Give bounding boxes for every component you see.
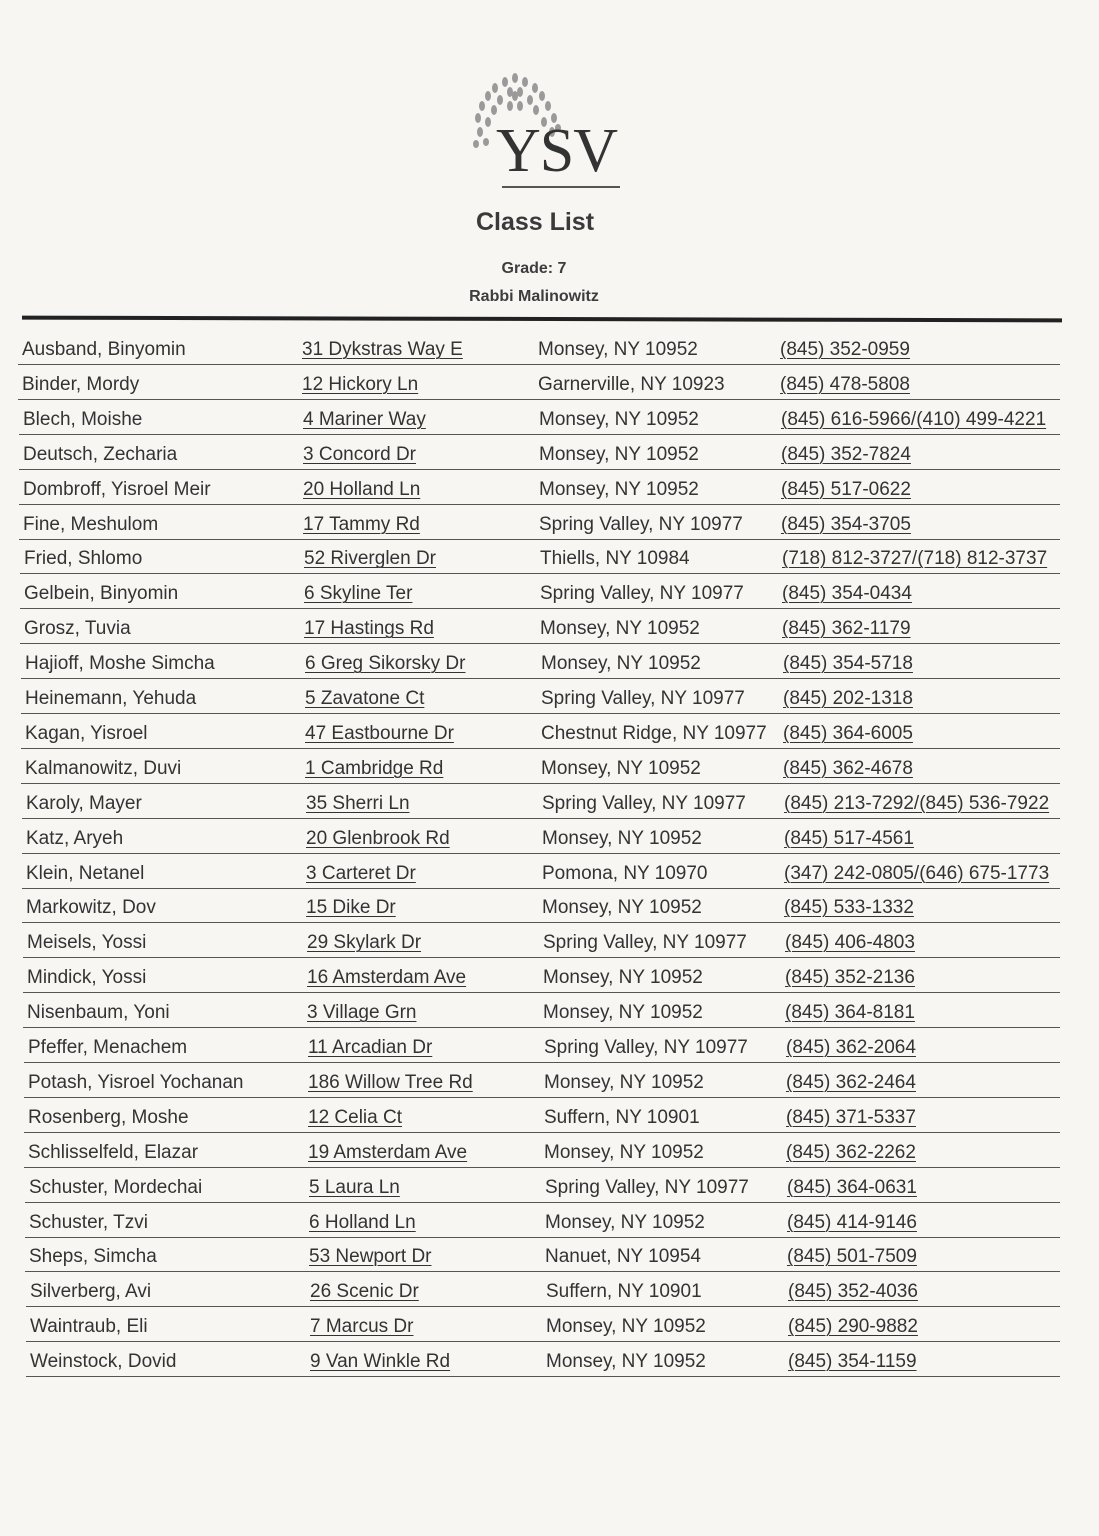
student-address: 6 Greg Sikorsky Dr bbox=[305, 653, 466, 675]
logo-text: YSV bbox=[496, 117, 618, 185]
student-city: Spring Valley, NY 10977 bbox=[540, 583, 744, 605]
table-row bbox=[19, 400, 1060, 435]
student-phone: (718) 812-3727/(718) 812-3737 bbox=[782, 548, 1048, 570]
student-phone: (845) 354-1159 bbox=[788, 1351, 917, 1373]
student-phone: (845) 533-1332 bbox=[784, 897, 914, 919]
student-phone: (845) 364-0631 bbox=[787, 1176, 917, 1198]
table-row bbox=[22, 854, 1060, 889]
student-phone: (845) 352-0959 bbox=[780, 339, 910, 360]
student-address: 1 Cambridge Rd bbox=[305, 757, 444, 779]
student-address: 15 Dike Dr bbox=[306, 897, 396, 919]
student-name: Deutsch, Zecharia bbox=[23, 443, 178, 465]
student-city: Monsey, NY 10952 bbox=[546, 1351, 706, 1373]
student-address: 35 Sherri Ln bbox=[306, 792, 410, 814]
student-address: 6 Skyline Ter bbox=[304, 583, 413, 605]
student-phone: (845) 406-4803 bbox=[785, 932, 915, 954]
student-city: Monsey, NY 10952 bbox=[539, 408, 699, 430]
student-name: Fine, Meshulom bbox=[23, 513, 159, 535]
student-name: Karoly, Mayer bbox=[26, 792, 142, 814]
student-name: Mindick, Yossi bbox=[27, 967, 147, 989]
student-city: Monsey, NY 10952 bbox=[543, 967, 703, 989]
student-city: Monsey, NY 10952 bbox=[545, 1211, 705, 1233]
student-address: 31 Dykstras Way E bbox=[302, 339, 463, 360]
student-name: Hajioff, Moshe Simcha bbox=[25, 653, 215, 675]
student-address: 12 Celia Ct bbox=[308, 1106, 402, 1128]
grade-label: Grade: 7 bbox=[501, 260, 567, 277]
table-row bbox=[22, 888, 1060, 923]
student-city: Spring Valley, NY 10977 bbox=[539, 513, 743, 535]
student-address: 11 Arcadian Dr bbox=[308, 1037, 433, 1058]
table-row bbox=[19, 505, 1060, 540]
student-city: Nanuet, NY 10954 bbox=[545, 1246, 701, 1268]
student-address: 26 Scenic Dr bbox=[310, 1281, 419, 1303]
student-name: Schuster, Tzvi bbox=[29, 1211, 148, 1233]
student-phone: (845) 362-2464 bbox=[786, 1071, 916, 1093]
student-phone: (845) 517-4561 bbox=[784, 827, 914, 849]
student-address: 186 Willow Tree Rd bbox=[308, 1071, 473, 1093]
student-city: Monsey, NY 10952 bbox=[541, 757, 701, 779]
student-address: 6 Holland Ln bbox=[309, 1211, 416, 1233]
table-row bbox=[21, 714, 1060, 749]
table-row bbox=[20, 539, 1060, 574]
ysv-logo bbox=[440, 66, 630, 196]
student-name: Rosenberg, Moshe bbox=[28, 1106, 189, 1128]
table-row bbox=[23, 923, 1060, 958]
table-row bbox=[23, 993, 1060, 1028]
student-city: Monsey, NY 10952 bbox=[541, 653, 701, 675]
table-row bbox=[25, 1237, 1060, 1272]
student-name: Schlisselfeld, Elazar bbox=[28, 1141, 199, 1163]
table-row bbox=[25, 1203, 1060, 1238]
student-name: Kalmanowitz, Duvi bbox=[25, 757, 182, 779]
student-phone: (845) 354-3705 bbox=[781, 513, 911, 535]
student-city: Monsey, NY 10952 bbox=[539, 478, 699, 500]
student-name: Waintraub, Eli bbox=[30, 1316, 148, 1338]
student-phone: (845) 202-1318 bbox=[783, 688, 913, 709]
student-address: 17 Tammy Rd bbox=[303, 513, 420, 535]
page-title: Class List bbox=[475, 208, 595, 236]
student-name: Gelbein, Binyomin bbox=[24, 583, 179, 605]
student-address: 52 Riverglen Dr bbox=[304, 548, 436, 570]
student-name: Pfeffer, Menachem bbox=[28, 1037, 188, 1058]
table-row bbox=[24, 1098, 1060, 1133]
table-row bbox=[19, 470, 1060, 505]
student-phone: (845) 290-9882 bbox=[788, 1316, 918, 1338]
table-row bbox=[20, 574, 1060, 609]
student-name: Sheps, Simcha bbox=[29, 1246, 157, 1268]
student-city: Monsey, NY 10952 bbox=[542, 827, 702, 849]
student-address: 3 Concord Dr bbox=[303, 443, 416, 465]
student-city: Monsey, NY 10952 bbox=[542, 897, 702, 919]
student-city: Suffern, NY 10901 bbox=[544, 1106, 700, 1128]
table-row bbox=[24, 1063, 1060, 1098]
student-name: Ausband, Binyomin bbox=[22, 339, 186, 360]
student-address: 20 Glenbrook Rd bbox=[306, 827, 450, 849]
table-row bbox=[24, 1028, 1060, 1063]
student-city: Monsey, NY 10952 bbox=[539, 443, 699, 465]
table-row bbox=[21, 679, 1060, 714]
student-name: Fried, Shlomo bbox=[24, 548, 143, 570]
header-divider bbox=[22, 316, 1062, 323]
student-phone: (845) 352-4036 bbox=[788, 1281, 918, 1303]
teacher-label: Rabbi Malinowitz bbox=[469, 288, 599, 305]
student-address: 47 Eastbourne Dr bbox=[305, 722, 454, 744]
student-phone: (845) 362-2064 bbox=[786, 1037, 916, 1058]
student-address: 7 Marcus Dr bbox=[310, 1316, 414, 1338]
student-name: Nisenbaum, Yoni bbox=[27, 1002, 170, 1024]
table-row bbox=[21, 749, 1060, 784]
table-row bbox=[19, 435, 1060, 470]
student-address: 20 Holland Ln bbox=[303, 478, 421, 500]
student-name: Schuster, Mordechai bbox=[29, 1176, 203, 1198]
student-city: Chestnut Ridge, NY 10977 bbox=[541, 722, 767, 744]
student-address: 12 Hickory Ln bbox=[302, 373, 419, 395]
student-phone: (845) 616-5966/(410) 499-4221 bbox=[781, 408, 1047, 430]
table-row bbox=[22, 784, 1060, 819]
table-row bbox=[26, 1272, 1060, 1307]
student-name: Weinstock, Dovid bbox=[30, 1351, 177, 1373]
student-phone: (845) 517-0622 bbox=[781, 478, 911, 500]
table-row bbox=[26, 1307, 1060, 1342]
student-name: Silverberg, Avi bbox=[30, 1281, 152, 1303]
student-city: Monsey, NY 10952 bbox=[546, 1316, 706, 1338]
table-row bbox=[23, 958, 1060, 993]
table-row bbox=[20, 609, 1060, 644]
student-city: Monsey, NY 10952 bbox=[538, 339, 698, 360]
student-name: Heinemann, Yehuda bbox=[25, 688, 197, 709]
table-row bbox=[18, 365, 1060, 400]
student-address: 29 Skylark Dr bbox=[307, 932, 422, 954]
student-phone: (845) 414-9146 bbox=[787, 1211, 917, 1233]
student-address: 3 Village Grn bbox=[307, 1002, 417, 1024]
table-row bbox=[18, 330, 1060, 365]
student-city: Pomona, NY 10970 bbox=[542, 862, 708, 884]
student-city: Suffern, NY 10901 bbox=[546, 1281, 702, 1303]
student-name: Dombroff, Yisroel Meir bbox=[23, 478, 211, 500]
student-phone: (845) 364-8181 bbox=[785, 1002, 915, 1024]
student-name: Meisels, Yossi bbox=[27, 932, 147, 954]
student-city: Spring Valley, NY 10977 bbox=[543, 932, 747, 954]
student-phone: (845) 352-2136 bbox=[785, 967, 915, 989]
student-address: 16 Amsterdam Ave bbox=[307, 967, 467, 989]
student-phone: (845) 478-5808 bbox=[780, 373, 910, 395]
student-phone: (845) 364-6005 bbox=[783, 722, 913, 744]
student-name: Kagan, Yisroel bbox=[25, 722, 148, 744]
student-address: 3 Carteret Dr bbox=[306, 862, 416, 884]
student-phone: (845) 362-4678 bbox=[783, 757, 913, 779]
student-name: Blech, Moishe bbox=[23, 408, 143, 430]
student-name: Markowitz, Dov bbox=[26, 897, 156, 919]
student-city: Spring Valley, NY 10977 bbox=[542, 792, 746, 814]
student-phone: (845) 362-2262 bbox=[786, 1141, 916, 1163]
student-name: Binder, Mordy bbox=[22, 373, 140, 395]
student-address: 5 Laura Ln bbox=[309, 1176, 400, 1198]
student-city: Thiells, NY 10984 bbox=[540, 548, 690, 570]
student-address: 5 Zavatone Ct bbox=[305, 688, 425, 709]
table-row bbox=[22, 819, 1060, 854]
student-city: Garnerville, NY 10923 bbox=[538, 373, 725, 395]
student-phone: (845) 362-1179 bbox=[782, 618, 911, 640]
logo-underline bbox=[502, 186, 620, 188]
student-address: 53 Newport Dr bbox=[309, 1246, 432, 1268]
student-city: Spring Valley, NY 10977 bbox=[545, 1176, 749, 1198]
student-name: Klein, Netanel bbox=[26, 862, 145, 884]
student-phone: (845) 352-7824 bbox=[781, 443, 911, 465]
student-phone: (845) 501-7509 bbox=[787, 1246, 917, 1268]
table-row bbox=[26, 1342, 1060, 1377]
student-address: 19 Amsterdam Ave bbox=[308, 1141, 468, 1163]
student-city: Spring Valley, NY 10977 bbox=[541, 688, 745, 709]
student-phone: (845) 354-5718 bbox=[783, 653, 913, 675]
student-name: Potash, Yisroel Yochanan bbox=[28, 1071, 244, 1093]
student-name: Grosz, Tuvia bbox=[24, 618, 131, 640]
student-phone: (845) 213-7292/(845) 536-7922 bbox=[784, 792, 1050, 814]
student-city: Monsey, NY 10952 bbox=[544, 1071, 704, 1093]
table-row bbox=[25, 1168, 1060, 1203]
student-phone: (845) 371-5337 bbox=[786, 1106, 916, 1128]
table-row bbox=[21, 644, 1060, 679]
table-row bbox=[24, 1133, 1060, 1168]
student-address: 17 Hastings Rd bbox=[304, 618, 434, 640]
student-city: Spring Valley, NY 10977 bbox=[544, 1037, 748, 1058]
student-phone: (845) 354-0434 bbox=[782, 583, 912, 605]
student-phone: (347) 242-0805/(646) 675-1773 bbox=[784, 862, 1050, 884]
student-city: Monsey, NY 10952 bbox=[540, 618, 700, 640]
student-name: Katz, Aryeh bbox=[26, 827, 124, 849]
student-address: 9 Van Winkle Rd bbox=[310, 1351, 451, 1373]
student-city: Monsey, NY 10952 bbox=[544, 1141, 704, 1163]
student-city: Monsey, NY 10952 bbox=[543, 1002, 703, 1024]
student-address: 4 Mariner Way bbox=[303, 408, 426, 430]
